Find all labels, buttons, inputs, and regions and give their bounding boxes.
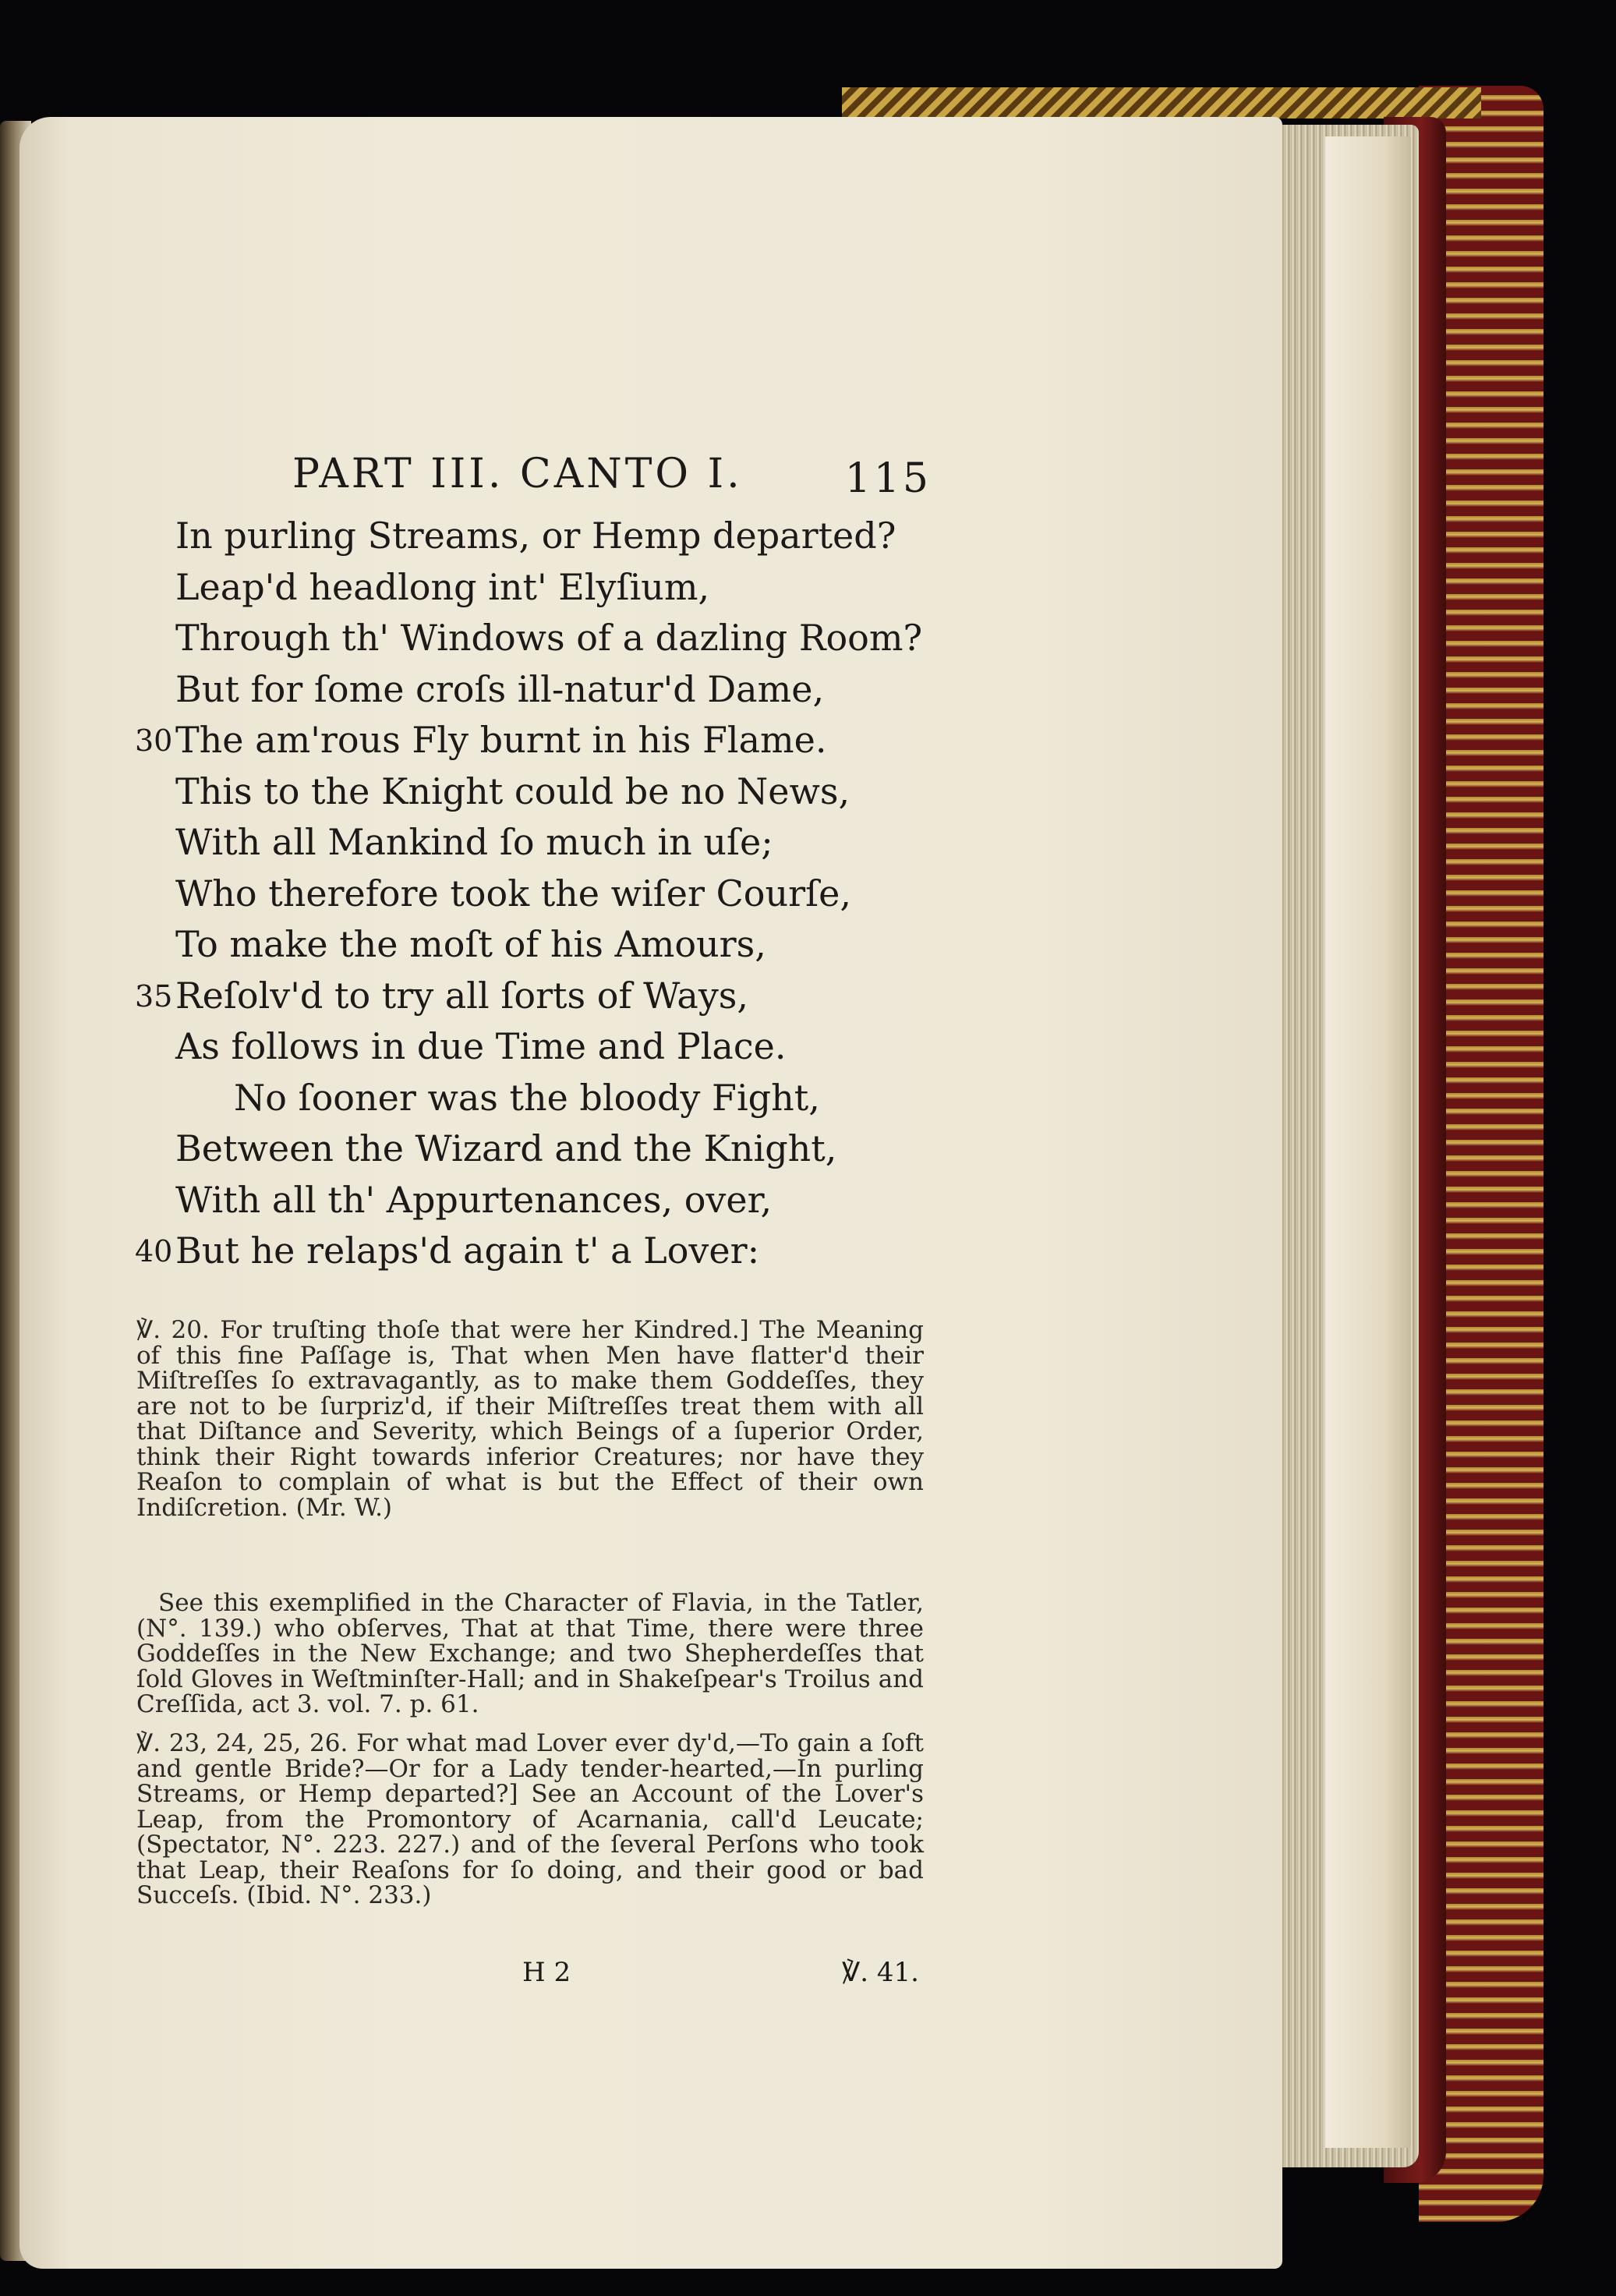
verse-line: With all Mankind ſo much in uſe; <box>175 821 773 863</box>
verse-line: To make the moſt of his Amours, <box>175 923 766 965</box>
verse-line: In purling Streams, or Hemp departed? <box>175 515 896 557</box>
line-number: 30 <box>135 723 173 758</box>
signature-mark: H 2 <box>522 1957 571 1988</box>
book-page <box>19 117 1282 2269</box>
verse-line: Through th' Windows of a dazling Room? <box>175 617 923 659</box>
page-number: 115 <box>844 455 932 502</box>
verse-line: But he relaps'd again t' a Lover: <box>175 1229 760 1272</box>
running-head <box>292 451 932 505</box>
verse-line: But for ſome croſs ill-natur'd Dame, <box>175 667 825 710</box>
verse-line: No ſooner was the bloody Fight, <box>234 1076 820 1119</box>
verse-line: As follows in due Time and Place. <box>175 1025 787 1067</box>
catchword: ℣. 41. <box>842 1957 919 1988</box>
page-stack-highlight <box>1325 136 1411 2148</box>
gilt-edge-top <box>842 87 1481 119</box>
verse-line: Between the Wizard and the Knight, <box>175 1127 837 1169</box>
verse-line: The am'rous Fly burnt in his Flame. <box>175 719 827 761</box>
footnote-20: ℣. 20. For truſting thoſe that were her Kindred.] The Meaning of this fine Paſſage is, That when Men have flatter'd their Miſtreſſes ſo extravagantly, as to make them Goddeſſes, they are not to be ſurpriz'd, if their Miſtreſſes treat them with all that Diſtance and Severity, which Beings of a ſuperior Order, think their Right towards inferior Creatures; nor have they Reaſon to complain of what is but the Effect of their own Indiſcretion. (Mr. W.) <box>136 1316 924 1522</box>
verse-line: Leap'd headlong int' Elyſium, <box>175 565 710 608</box>
verse-line: Reſolv'd to try all ſorts of Ways, <box>175 974 749 1017</box>
verse-line: This to the Knight could be no News, <box>175 769 850 812</box>
page-text-block <box>19 117 1282 2269</box>
footnote-20-continued: See this exemplified in the Character of Flavia, in the Tatler, (N°. 139.) who obſerves, That at that Time, there were three Goddeſſes in the New Exchange; and two Shepherdeſſes that ſold Gloves in Weſtminſter-Hall; and in Shakeſpear's Troilus and Creſſida, act 3. vol. 7. p. 61. <box>136 1589 924 1718</box>
verse-line: Who therefore took the wiſer Courſe, <box>175 872 851 915</box>
line-number: 40 <box>135 1234 173 1268</box>
line-number: 35 <box>135 978 173 1014</box>
running-title: PART III. CANTO I. <box>292 451 743 497</box>
footnote-23-26: ℣. 23, 24, 25, 26. For what mad Lover ever dy'd,—To gain a ſoft and gentle Bride?—Or for a Lady tender-hearted,—In purling Streams, or Hemp departed?] See an Account of the Lover's Leap, from the Promontory of Acarnania, call'd Leucate; (Spectator, N°. 223. 227.) and of the ſeveral Perſons who took that Leap, their Reaſons for ſo doing, and their good or bad Succeſs. (Ibid. N°. 233.) <box>136 1729 924 1909</box>
verse-line: With all th' Appurtenances, over, <box>175 1178 773 1221</box>
